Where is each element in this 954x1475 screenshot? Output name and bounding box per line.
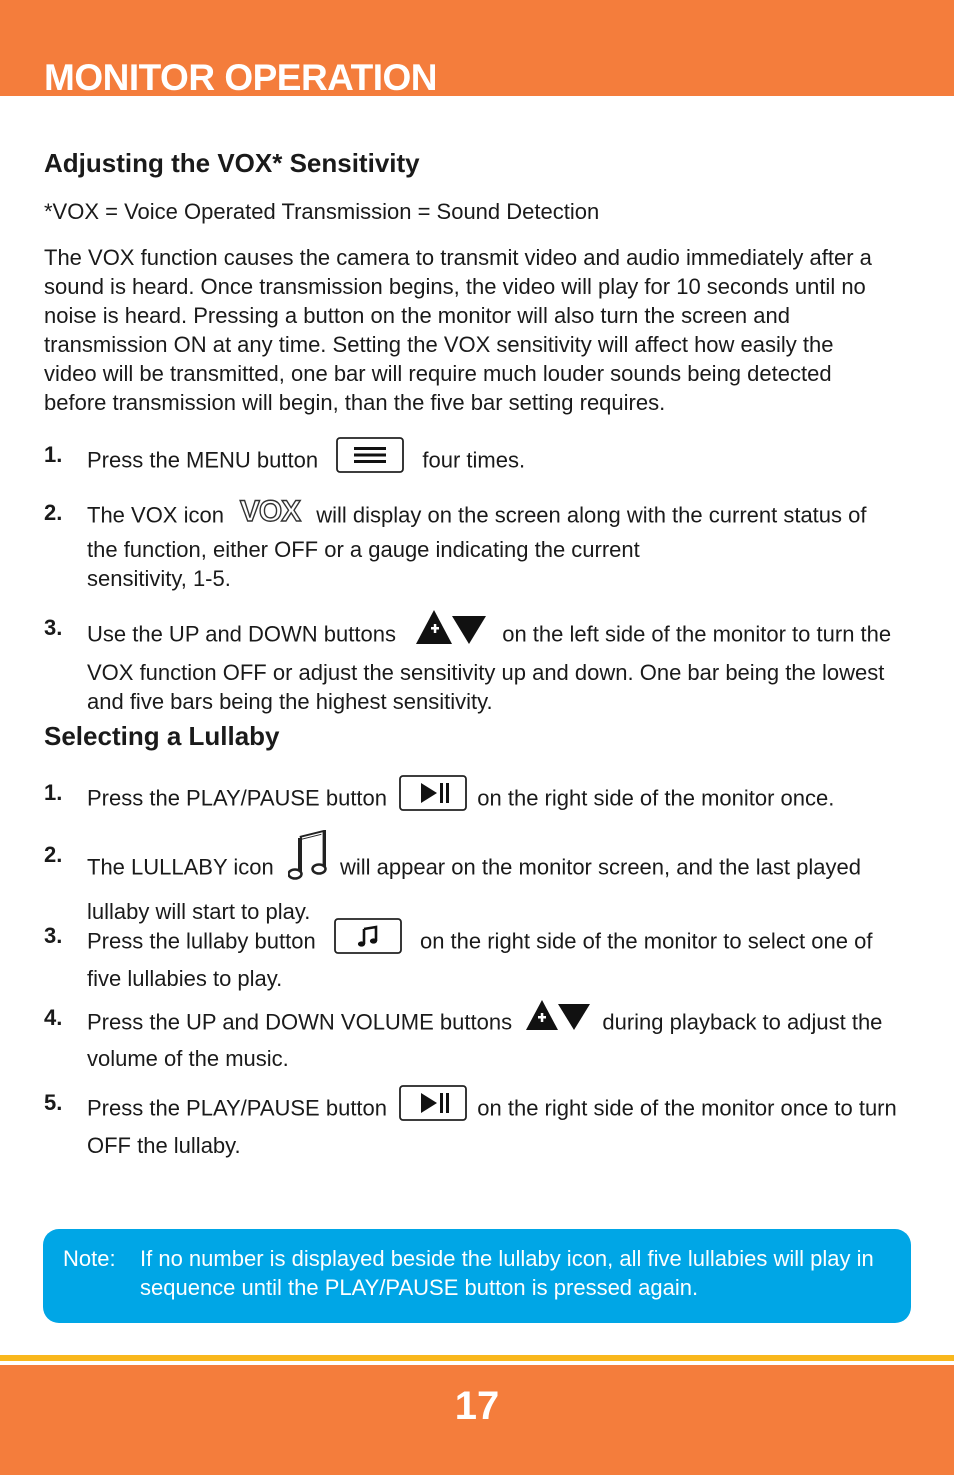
step-text: Press the UP and DOWN VOLUME buttons [87, 1009, 513, 1035]
note-text: If no number is displayed beside the lullaby icon, all five lullabies will play in sequence until the PLAY/PAUSE button is pressed again. [140, 1246, 874, 1300]
footer-rule [0, 1355, 954, 1361]
step-number: 4. [44, 1005, 63, 1030]
note-box [43, 1229, 911, 1323]
step-text: four times. [422, 447, 526, 473]
step-text: on the right side of the monitor once. [477, 785, 835, 811]
step-number: 1. [44, 442, 63, 467]
menu-button-icon [336, 437, 404, 480]
lullaby-step-4 [44, 1003, 904, 1073]
step-text: on the left side of the monitor to turn the VOX function OFF or adjust the sensitivity up and down. One bar being the lowest and five bars being the highest sensitivity. [87, 621, 892, 714]
step-number: 1. [44, 780, 63, 805]
play-pause-button-icon [399, 1085, 467, 1128]
step-text: will display on the screen along with the current status of the function, either OFF or a gauge indicating the current [87, 502, 867, 562]
step-text: The VOX icon [87, 502, 224, 528]
vox-intro: The VOX function causes the camera to transmit video and audio immediately after a sound is heard. Once transmission begins, the video will play for 10 seconds until no noise is heard. Pressing a button on the monitor will also turn the screen and transmission ON at any time. Setting the VOX sensitivity will affect how easily the video will be transmitted, one bar will require much louder sounds being detected before transmission will begin, than the five bar setting requires. [44, 245, 872, 415]
vox-icon-text: VOX [239, 495, 301, 525]
step-text: Press the lullaby button [87, 928, 316, 954]
vox-icon [236, 495, 304, 532]
page-title: MONITOR OPERATION [44, 57, 438, 98]
lullaby-step-1 [44, 778, 914, 821]
step-text: The LULLABY icon [87, 854, 274, 880]
step-text: Press the PLAY/PAUSE button [87, 1095, 388, 1121]
step-number: 3. [44, 615, 63, 640]
lullaby-step-3 [44, 921, 894, 993]
note-label: Note: [63, 1246, 116, 1271]
lullaby-step-2 [44, 840, 884, 926]
step-text: Use the UP and DOWN buttons [87, 621, 396, 647]
vox-step-1 [44, 440, 914, 483]
step-text: on the right side of the monitor to select one of five lullabies to play. [87, 928, 873, 991]
lullaby-step-5 [44, 1088, 914, 1160]
step-text: Press the PLAY/PAUSE button [87, 785, 388, 811]
up-down-buttons-icon [416, 608, 486, 653]
step-text: Press the MENU button [87, 447, 319, 473]
lullaby-icon [288, 830, 328, 887]
lullaby-section-heading: Selecting a Lullaby [44, 721, 280, 751]
lullaby-button-icon [334, 918, 402, 961]
volume-up-down-icon [526, 998, 590, 1039]
step-text: on the right side of the monitor once to turn OFF the lullaby. [87, 1095, 897, 1158]
step-number: 5. [44, 1090, 63, 1115]
step-text: will appear on the monitor screen, and the last played lullaby will start to play. [87, 854, 861, 924]
vox-step-3 [44, 613, 914, 716]
play-pause-button-icon [399, 775, 467, 818]
step-text: during playback to adjust the volume of the music. [87, 1009, 883, 1071]
step-number: 2. [44, 500, 63, 525]
vox-section-heading: Adjusting the VOX* Sensitivity [44, 148, 420, 178]
vox-step-2 [44, 495, 894, 593]
step-text: sensitivity, 1-5. [87, 566, 231, 591]
step-number: 2. [44, 842, 63, 867]
vox-footnote: *VOX = Voice Operated Transmission = Sound Detection [44, 199, 600, 224]
page-number: 17 [454, 1384, 500, 1428]
step-number: 3. [44, 923, 63, 948]
